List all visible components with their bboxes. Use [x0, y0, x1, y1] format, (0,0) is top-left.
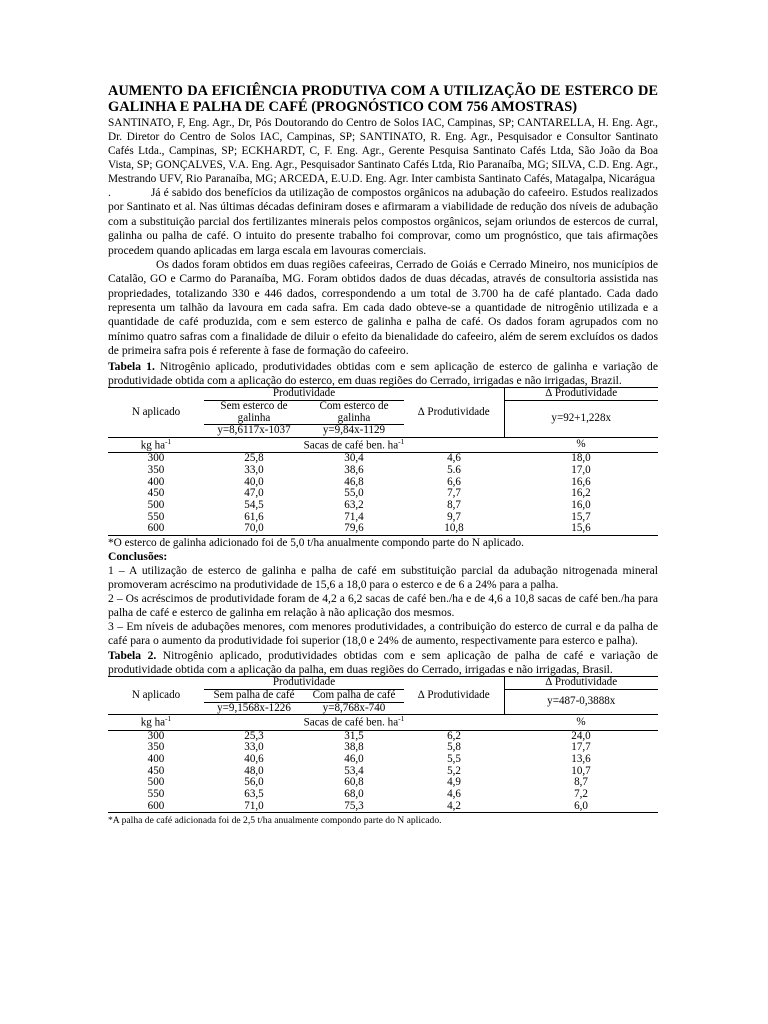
- table-cell: 6,6: [447, 475, 461, 488]
- table-cell: 18,0: [571, 452, 591, 465]
- table-cell: 7,2: [574, 787, 588, 800]
- table-cell: 4,9: [447, 776, 461, 789]
- table2-header-with: Com palha de café: [312, 689, 396, 702]
- table2-header-n: N aplicado: [108, 677, 204, 715]
- table-cell: 71,0: [204, 801, 304, 813]
- table-cell: 500: [147, 498, 165, 511]
- table-cell: 10,7: [571, 764, 591, 777]
- table-cell: 600: [108, 801, 204, 813]
- table2-unit-percent: %: [504, 715, 658, 730]
- table-cell: 5,8: [447, 741, 461, 754]
- table-cell: 300: [147, 729, 165, 742]
- table2-unit-productivity: Sacas de café ben. $ha^{-1}$: [204, 715, 504, 730]
- table-cell: 63,2: [344, 498, 364, 511]
- table-cell: 400: [147, 753, 165, 766]
- table-cell: 15,7: [571, 510, 591, 523]
- table-cell: 500: [147, 776, 165, 789]
- table-cell: 31,5: [344, 729, 364, 742]
- table-cell: 55,0: [344, 487, 364, 500]
- table-cell: 6,0: [504, 801, 658, 813]
- table2-footnote: *A palha de café adicionada foi de 2,5 t/ha anualmente compondo parte do N aplicado.: [108, 815, 442, 827]
- table-cell: 61,6: [244, 510, 264, 523]
- table-cell: 8,7: [447, 498, 461, 511]
- table-cell: 46,0: [344, 753, 364, 766]
- table2-header-delta-right: ∆ Produtividade: [504, 677, 658, 690]
- table1-header-without: Sem esterco de galinha: [220, 400, 288, 424]
- table-cell: 17,7: [571, 741, 591, 754]
- table1-equation-with: y=9,84x-1129: [304, 425, 404, 438]
- table-cell: 350: [147, 463, 165, 476]
- table2-header-delta: ∆ Produtividade: [404, 677, 504, 715]
- table-cell: 4,6: [447, 452, 461, 465]
- intro-text: Já é sabido dos benefícios da utilização de compostos orgânicos na adubação do cafeeiro. Estudos realizados por Santinato et al. Nas últimas décadas definiram doses e afirmaram a viabilidade de redução dos níveis de adubação com a substituição parcial dos fertilizantes minerais pelos compostos orgânicos, sejam oriundos de estercos de curral, galinha ou palha de café. O intuito do presente trabalho foi comprovar, como um prognóstico, que tais afirmações procedem quando aplicadas em larga escala em lavouras comerciais.: [108, 186, 658, 257]
- table2-equation-with: y=8,768x-740: [304, 702, 404, 715]
- table-cell: 17,0: [571, 463, 591, 476]
- table2-equation-delta: y=487-0,3888x: [504, 690, 658, 715]
- unit-exponent: -1: [398, 436, 405, 446]
- document-content: [108, 84, 658, 827]
- table-cell: 30,4: [344, 452, 364, 465]
- table-row: [108, 523, 658, 535]
- table1-unit-productivity: Sacas de café ben. $ha^{-1}$: [204, 437, 504, 452]
- table-row: [108, 789, 658, 801]
- table1-body: [108, 453, 658, 535]
- table-cell: 40,0: [244, 475, 264, 488]
- unit-exponent: -1: [165, 714, 172, 724]
- table-cell: 38,6: [344, 463, 364, 476]
- table1: [108, 387, 658, 535]
- table-cell: 56,0: [244, 776, 264, 789]
- table-cell: 450: [147, 487, 165, 500]
- conclusions-section: [108, 550, 658, 647]
- table-cell: 550: [147, 787, 165, 800]
- table-cell: 75,3: [304, 801, 404, 813]
- table-cell: 48,0: [244, 764, 264, 777]
- table-row: [108, 500, 658, 512]
- table-cell: 4,6: [447, 787, 461, 800]
- table1-header-productivity: Produtividade: [204, 388, 404, 401]
- conclusion-item: 1 – A utilização de esterco de galinha e palha de café em substituição parcial da adubação nitrogenada mineral promoveram acréscimo na produtividade de 15,6 a 18,0 para o esterco e de 6 a 24% para a palha.: [108, 564, 658, 592]
- table-cell: 450: [147, 764, 165, 777]
- table-cell: 38,8: [344, 741, 364, 754]
- table1-header-with: Com esterco de galinha: [319, 400, 389, 424]
- table2-caption: [108, 649, 658, 677]
- conclusion-item: 2 – Os acréscimos de produtividade foram de 4,2 a 6,2 sacas de café ben./ha e de 4,6 a 10,8 sacas de café ben./ha para palha de café e esterco de galinha em relação à não aplicação dos mesmos.: [108, 592, 658, 619]
- table-cell: 13,6: [571, 753, 591, 766]
- table-cell: 15,6: [504, 523, 658, 535]
- unit-exponent: -1: [398, 714, 405, 724]
- table-cell: 4,2: [404, 801, 504, 813]
- table1-header-n: N aplicado: [108, 388, 204, 438]
- table-cell: 16,6: [571, 475, 591, 488]
- table-cell: 70,0: [204, 523, 304, 535]
- conclusion-item: 3 – Em níveis de adubações menores, com menores produtividades, a contribuição do esterco de curral e da palha de café para o aumento da produtividade foi superior (18,0 e 24% de aumento, respectivamente para esterco e palha).: [108, 619, 658, 647]
- table-cell: 53,4: [344, 764, 364, 777]
- table-cell: 10,8: [404, 523, 504, 535]
- intro-paragraph: [108, 186, 658, 258]
- table-cell: 9,7: [447, 510, 461, 523]
- table-cell: 16,2: [571, 487, 591, 500]
- table1-caption-label: Tabela 1.: [108, 359, 155, 373]
- table-cell: 24,0: [571, 729, 591, 742]
- table1-caption: [108, 360, 658, 388]
- table-cell: 350: [147, 741, 165, 754]
- paper-title: AUMENTO DA EFICIÊNCIA PRODUTIVA COM A UTILIZAÇÃO DE ESTERCO DE GALINHA E PALHA DE CAFÉ (PROGNÓSTICO COM 756 AMOSTRAS): [108, 83, 658, 115]
- table-row: [108, 465, 658, 477]
- paragraph-lead-mark: .: [108, 186, 111, 200]
- table-cell: 33,0: [244, 463, 264, 476]
- table-cell: 5,5: [447, 753, 461, 766]
- table2-header-productivity: Produtividade: [204, 677, 404, 690]
- table-cell: 550: [147, 510, 165, 523]
- table-row: [108, 754, 658, 766]
- unit-exponent: -1: [165, 436, 172, 446]
- table-cell: 25,3: [244, 729, 264, 742]
- table1-unit-percent: %: [504, 437, 658, 452]
- table2-equation-without: y=9,1568x-1226: [204, 702, 304, 715]
- table1-equation-delta: y=92+1,228x: [504, 401, 658, 438]
- table1-equation-without: y=8,6117x-1037: [204, 425, 304, 438]
- table-cell: 25,8: [244, 452, 264, 465]
- table2-unit-n: kg $ha^{-1}$: [108, 715, 204, 730]
- author-list: SANTINATO, F, Eng. Agr., Dr, Pós Doutorando do Centro de Solos IAC, Campinas, SP; CANTARELLA, H. Eng. Agr., Dr. Diretor do Centro de Solos IAC, Campinas, SP; SANTINATO, R. Eng. Agr., Pesquisador e Consultor Santinato Cafés Ltda., Campinas, SP; ECKHARDT, C, F. Eng. Agr., Gerente Pesquisa Santinato Cafés Ltda, São João da Boa Vista, SP; GONÇALVES, V.A. Eng. Agr., Pesquisador Santinato Cafés Ltda, Rio Paranaíba, MG; SILVA, C.D. Eng. Agr., Mestrando UFV, Rio Paranaíba, MG; ARCEDA, E.U.D. Eng. Agr. Inter cambista Santinato Cafés, Matagalpa, Nicarágua: [108, 117, 658, 186]
- methods-paragraph: Os dados foram obtidos em duas regiões cafeeiras, Cerrado de Goiás e Cerrado Mineiro, nos municípios de Catalão, GO e Carmo do Paranaíba, MG. Foram obtidos dados de duas décadas, através de consultoria assistida nas propriedades, totalizando 330 e 446 dados, correspondendo a um total de 3.700 ha de café plantado. Cada dado representa um talhão da lavoura em cada safra. Em cada dado obteve-se a quantidade de nitrogênio utilizada e a quantidade de café produzida, com e sem esterco de galinha e palha de café. Os dados foram agrupados com no mínimo quatro safras com a finalidade de diluir o efeito da bienalidade do cafeeiro, além de serem excluídos os dados de primeira safra pois é referente à fase de formação do cafeeiro.: [108, 257, 658, 358]
- table-cell: 6,2: [447, 729, 461, 742]
- conclusions-heading: Conclusões:: [108, 550, 168, 564]
- table-cell: 8,7: [574, 776, 588, 789]
- table-row: [108, 801, 658, 813]
- table-cell: 71,4: [344, 510, 364, 523]
- table-cell: 63,5: [244, 787, 264, 800]
- table-cell: 60,8: [344, 776, 364, 789]
- table-cell: 400: [147, 475, 165, 488]
- table1-header-delta: ∆ Produtividade: [404, 388, 504, 438]
- table-cell: 600: [108, 523, 204, 535]
- table-cell: 7,7: [447, 487, 461, 500]
- table-cell: 79,6: [304, 523, 404, 535]
- table2-caption-text: Nitrogênio aplicado, produtividades obtidas com e sem aplicação de palha de café e variação de produtividade obtida com a aplicação da palha, em duas regiões do Cerrado, irrigadas e não irrigadas, Brasil.: [108, 648, 658, 676]
- table2-body: [108, 730, 658, 812]
- table-cell: 5.6: [447, 463, 461, 476]
- table-cell: 5,2: [447, 764, 461, 777]
- table1-header-delta-right: ∆ Produtividade: [504, 388, 658, 401]
- table-cell: 40,6: [244, 753, 264, 766]
- table-cell: 300: [147, 452, 165, 465]
- table-cell: 46,8: [344, 475, 364, 488]
- table1-caption-text: Nitrogênio aplicado, produtividades obtidas com e sem aplicação de esterco de galinha e variação de produtividade obtida com a aplicação do esterco, em duas regiões do Cerrado, irrigadas e não irrigadas, Brazil.: [108, 359, 659, 387]
- table-cell: 16,0: [571, 498, 591, 511]
- table-cell: 33,0: [244, 741, 264, 754]
- table2: [108, 676, 658, 813]
- table-cell: 47,0: [244, 487, 264, 500]
- table1-footnote: *O esterco de galinha adicionado foi de 5,0 t/ha anualmente compondo parte do N aplicado.: [108, 536, 524, 549]
- table1-unit-n: kg $ha^{-1}$: [108, 437, 204, 452]
- table2-header-without: Sem palha de café: [213, 689, 295, 702]
- table-cell: 54,5: [244, 498, 264, 511]
- table-cell: 68,0: [344, 787, 364, 800]
- table2-caption-label: Tabela 2.: [108, 648, 157, 662]
